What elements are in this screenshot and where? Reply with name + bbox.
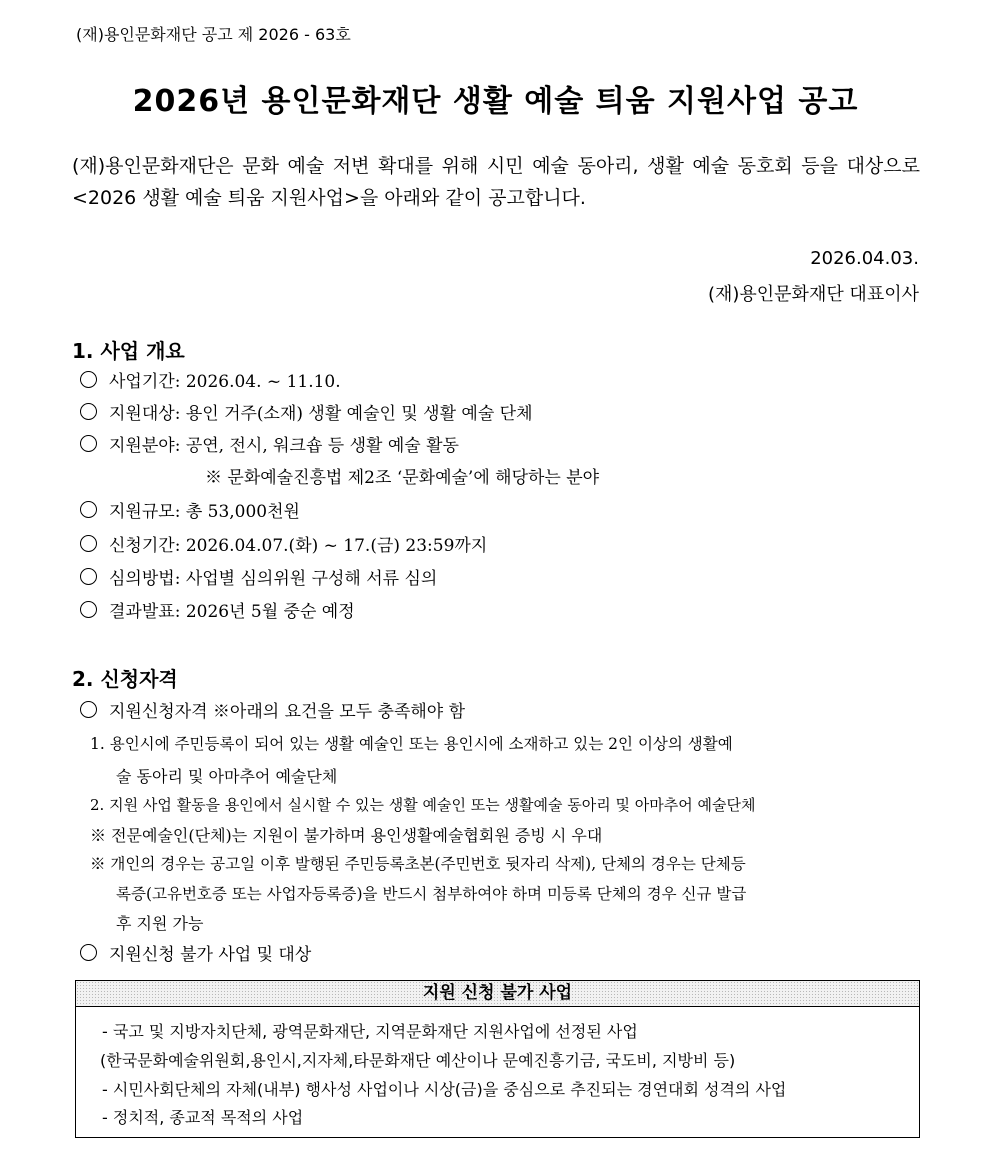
- ineligible-projects-box: [75, 980, 920, 1138]
- item-text: 지원규모: 총 53,000천원: [109, 502, 300, 522]
- circle-bullet-icon: [80, 535, 97, 552]
- circle-bullet-icon: [80, 371, 97, 388]
- item-text: 사업기간: 2026.04. ~ 11.10.: [109, 372, 341, 392]
- item-text: 심의방법: 사업별 심의위원 구성해 서류 심의: [109, 569, 438, 589]
- issuer: (재)용인문화재단 대표이사: [707, 284, 919, 305]
- page-title: 2026년 용인문화재단 생활 예술 틔움 지원사업 공고: [132, 84, 859, 119]
- box-line: - 정치적, 종교적 목적의 사업: [102, 1108, 304, 1127]
- list-item: [80, 940, 311, 965]
- item-text: 결과발표: 2026년 5월 중순 예정: [109, 602, 355, 622]
- circle-bullet-icon: [80, 501, 97, 518]
- list-item: [80, 531, 487, 556]
- section-2-heading: 2. 신청자격: [72, 667, 178, 691]
- list-item: [80, 431, 459, 456]
- requirement-2: 2. 지원 사업 활동을 용인에서 실시할 수 있는 생활 예술인 또는 생활예술 동아리 및 아마추어 예술단체: [90, 796, 756, 814]
- requirement-1: 1. 용인시에 주민등록이 되어 있는 생활 예술인 또는 용인시에 소재하고 있는 2인 이상의 생활예: [90, 735, 733, 753]
- requirement-1-cont: 술 동아리 및 아마추어 예술단체: [116, 767, 338, 786]
- note-2-cont: 록증(고유번호증 또는 사업자등록증)을 반드시 첨부하여야 하며 미등록 단체의 경우 신규 발급: [116, 885, 747, 903]
- circle-bullet-icon: [80, 601, 97, 618]
- list-item: [80, 399, 533, 424]
- circle-bullet-icon: [80, 435, 97, 452]
- note-1: ※ 전문예술인(단체)는 지원이 불가하며 용인생활예술협회원 증빙 시 우대: [90, 826, 603, 845]
- list-item: [80, 367, 341, 392]
- circle-bullet-icon: [80, 403, 97, 420]
- box-line: - 국고 및 지방자치단체, 광역문화재단, 지역문화재단 지원사업에 선정된 사업: [102, 1022, 638, 1041]
- note-2-cont: 후 지원 가능: [116, 914, 204, 933]
- item-text: 지원대상: 용인 거주(소재) 생활 예술인 및 생활 예술 단체: [109, 404, 533, 424]
- circle-bullet-icon: [80, 701, 97, 718]
- item-text: 지원신청자격 ※아래의 요건을 모두 충족해야 함: [109, 702, 466, 722]
- announcement-date: 2026.04.03.: [810, 248, 919, 269]
- section-1-heading: 1. 사업 개요: [72, 339, 185, 363]
- box-line: (한국문화예술위원회,용인시,지자체,타문화재단 예산이나 문예진흥기금, 국도비, 지방비 등): [100, 1051, 736, 1070]
- box-line: - 시민사회단체의 자체(내부) 행사성 사업이나 시상(금)을 중심으로 추진되는 경연대회 성격의 사업: [102, 1080, 787, 1099]
- circle-bullet-icon: [80, 944, 97, 961]
- item-text: 지원분야: 공연, 전시, 워크숍 등 생활 예술 활동: [109, 436, 459, 456]
- list-item: [80, 497, 300, 522]
- circle-bullet-icon: [80, 568, 97, 585]
- list-item: [80, 564, 437, 589]
- note-text: ※ 문화예술진흥법 제2조 ‘문화예술’에 해당하는 분야: [205, 468, 600, 488]
- item-text: 지원신청 불가 사업 및 대상: [109, 945, 312, 965]
- notice-number: (재)용인문화재단 공고 제 2026 - 63호: [76, 25, 351, 44]
- list-item: [80, 697, 465, 722]
- list-item: [80, 597, 355, 622]
- intro-paragraph: (재)용인문화재단은 문화 예술 저변 확대를 위해 시민 예술 동아리, 생활 예술 동호회 등을 대상으로 <2026 생활 예술 틔움 지원사업>을 아래와 같이 공고합니다.: [72, 155, 920, 209]
- item-text: 신청기간: 2026.04.07.(화) ~ 17.(금) 23:59까지: [109, 536, 488, 556]
- box-header: 지원 신청 불가 사업: [76, 981, 919, 1007]
- note-2: ※ 개인의 경우는 공고일 이후 발행된 주민등록초본(주민번호 뒷자리 삭제), 단체의 경우는 단체등: [90, 855, 746, 873]
